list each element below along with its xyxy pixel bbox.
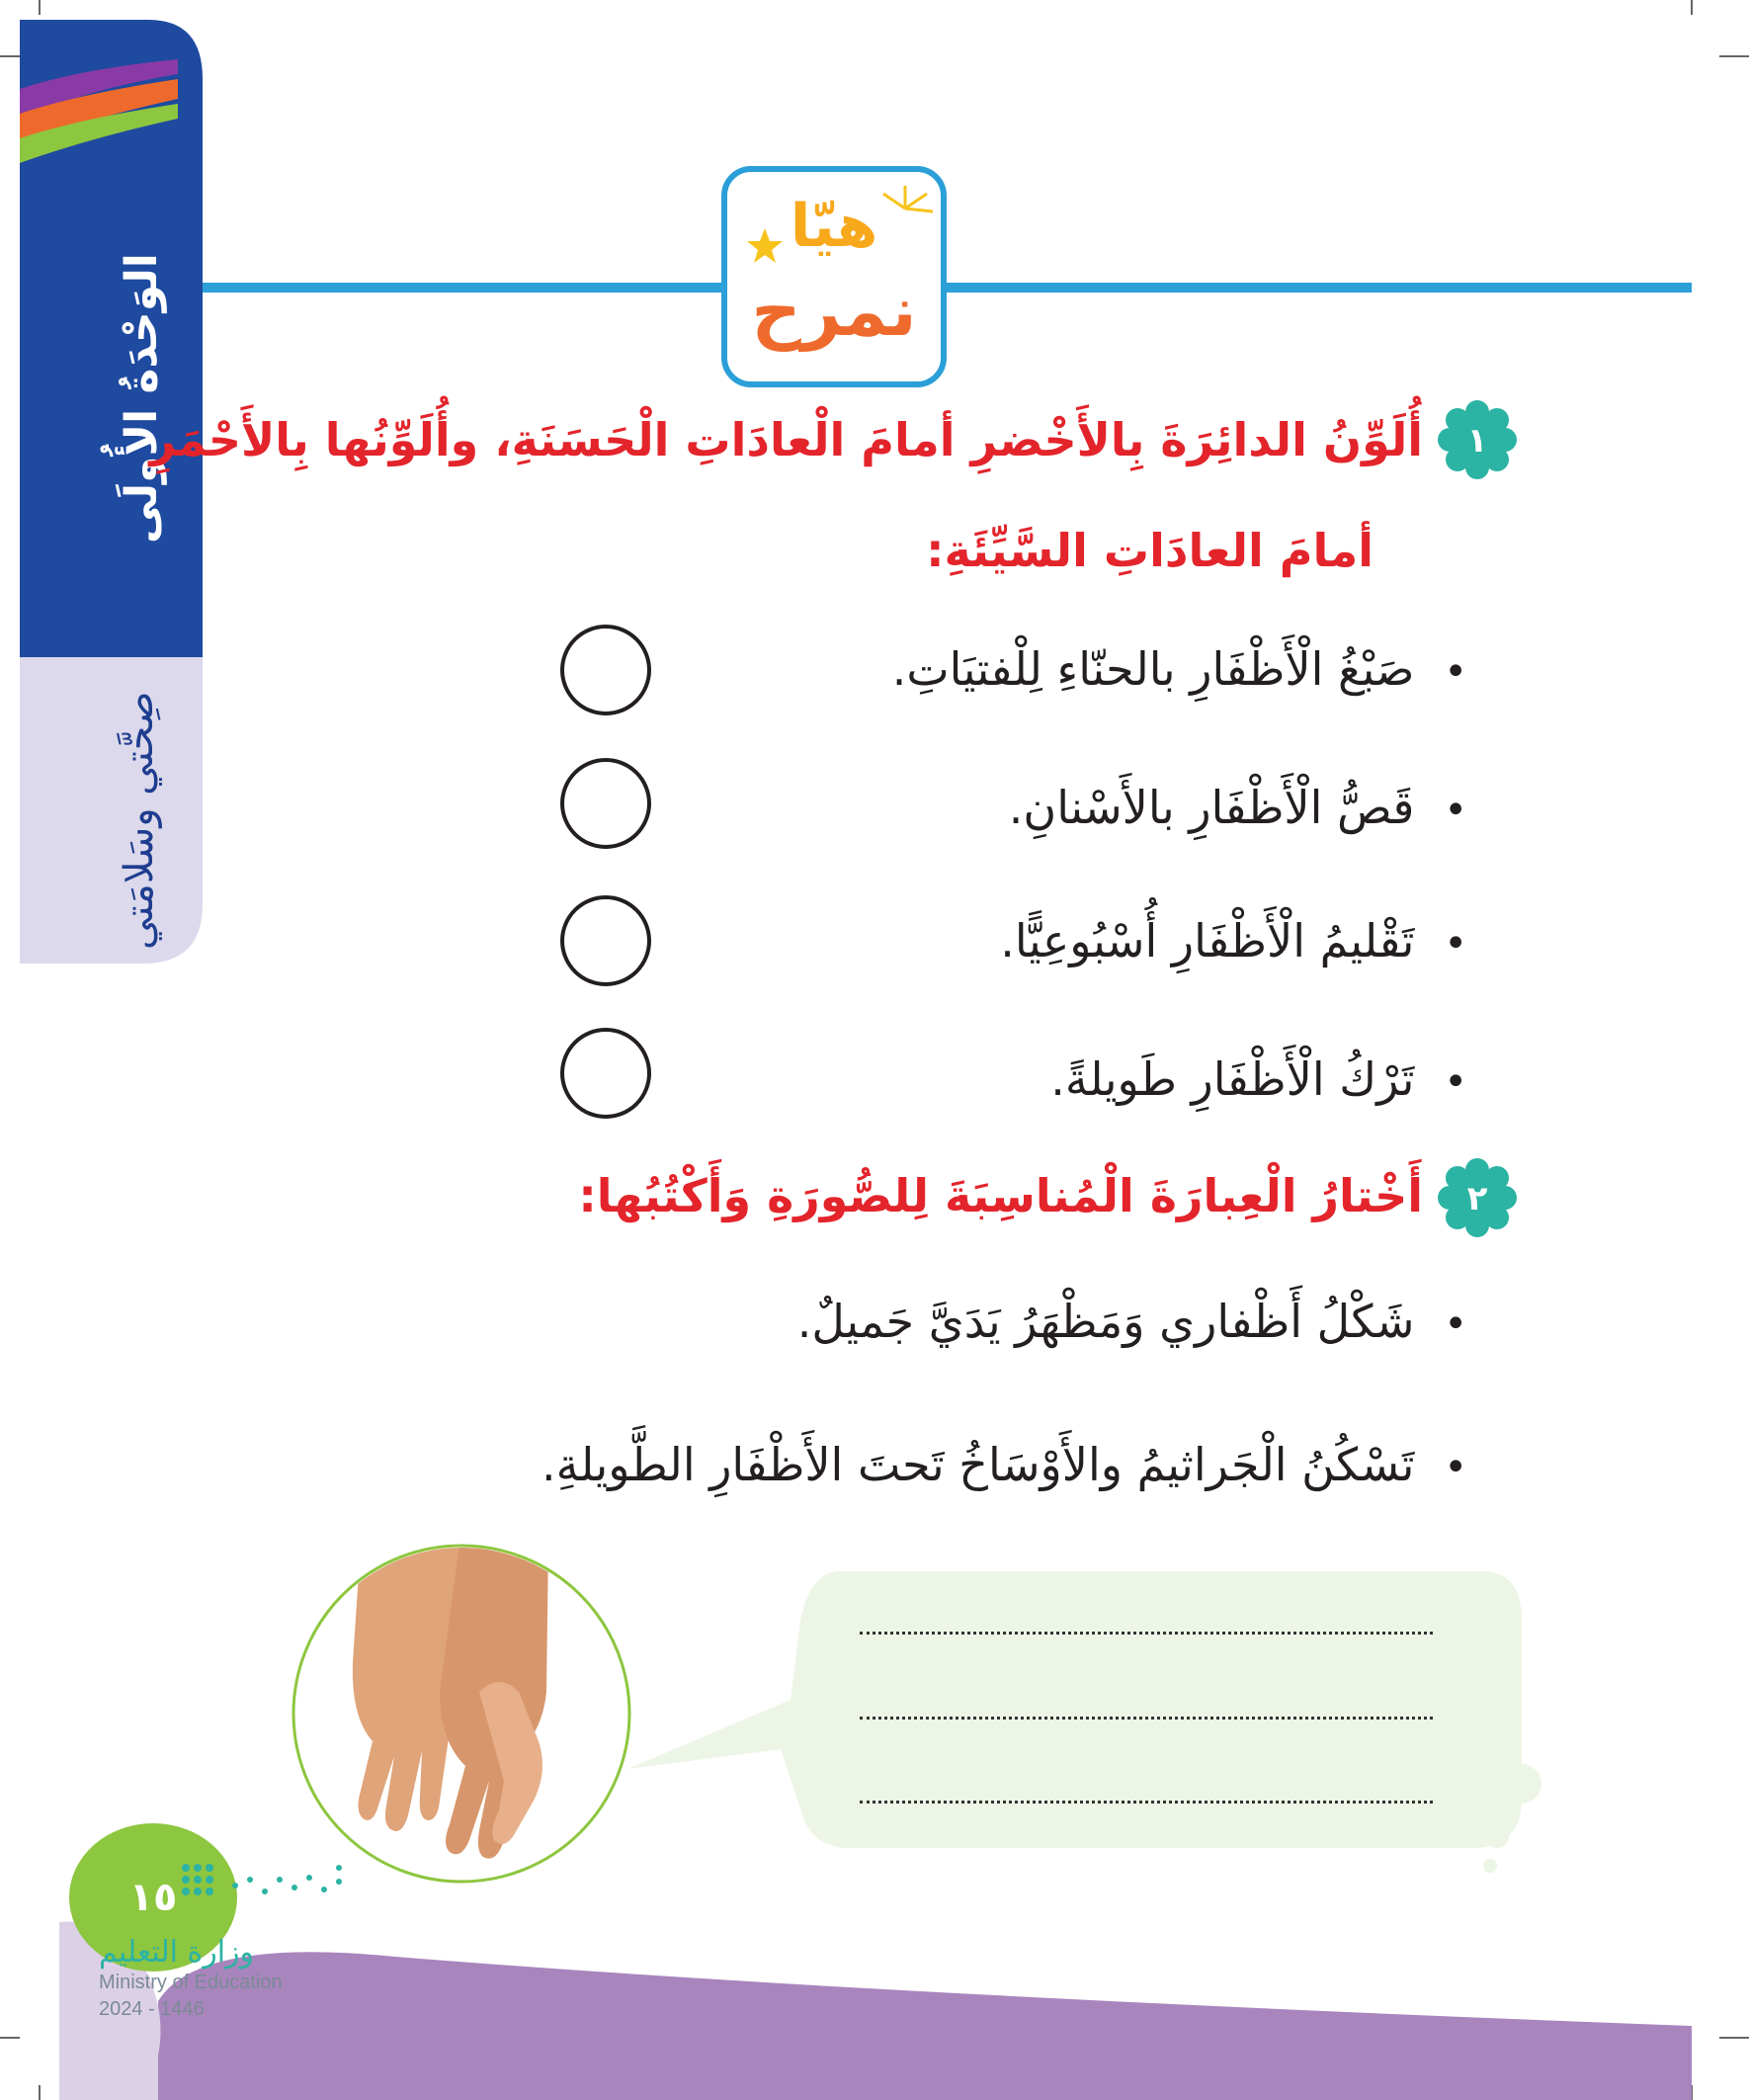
unit-sidebar (20, 20, 203, 964)
hands-photo (292, 1544, 632, 1885)
ministry-dots-logo (176, 1858, 349, 1912)
lets-play-logo (721, 166, 947, 387)
q2-option-1: • شَكْلُ أَظْفاري وَمَظْهَرُ يَدَيَّ جَميلٌ. (797, 1295, 1467, 1348)
q1-item-1: • صَبْغُ الْأَظْفَارِ بالحنّاءِ لِلْفتيَاتِ. (892, 642, 1467, 696)
question-1-number: ١ (1466, 421, 1488, 461)
q1-item-4: • تَرْكُ الْأَظْفَارِ طَويلةً. (1050, 1052, 1467, 1106)
chapter-title: صِحَّتي وسَلامَتي (117, 691, 162, 950)
answer-speech-bubble (613, 1561, 1601, 1897)
page-number: ١٥ (69, 1823, 237, 1972)
answer-line-1[interactable] (860, 1632, 1433, 1635)
header-rule (203, 283, 1692, 293)
question-2-number: ٢ (1466, 1179, 1488, 1218)
q1-item-3: • تَقْليمُ الْأَظْفَارِ أُسْبُوعِيًّا. (1000, 914, 1467, 967)
unit-title: الوَحْدَةُ الأُولَى (117, 253, 167, 544)
ministry-name-en: Ministry of Education (99, 1972, 283, 1993)
q1-answer-circle-1[interactable] (560, 625, 651, 715)
q1-answer-circle-3[interactable] (560, 895, 651, 986)
ministry-name-ar: وزارة التعليم (99, 1935, 255, 1970)
q2-option-2: • تَسْكُنُ الْجَراثيمُ والأَوْسَاخُ تَحتَ الأَظْفَارِ الطَّويلةِ. (541, 1438, 1467, 1491)
question-1-badge (1438, 400, 1517, 479)
answer-line-3[interactable] (860, 1801, 1433, 1804)
logo-word-1: هيّا (790, 192, 878, 261)
question-1-instruction: أُلَوِّنُ الدائِرَةَ بِالأَخْضرِ أمامَ الْعادَاتِ الْحَسَنَةِ، وأُلَوِّنُها بِالأَحْمَرِ (149, 413, 1423, 466)
question-1-instruction-cont: أمامَ العادَاتِ السَّيِّئَةِ: (926, 524, 1374, 577)
q1-answer-circle-4[interactable] (560, 1028, 651, 1119)
q1-answer-circle-2[interactable] (560, 758, 651, 849)
q1-item-2: • قَصُّ الْأَظْفَارِ بالأَسْنانِ. (1009, 781, 1467, 834)
logo-word-2: نمرح (751, 271, 917, 352)
edition-year: 2024 - 1446 (99, 1998, 205, 2020)
question-2-badge (1438, 1158, 1517, 1237)
answer-line-2[interactable] (860, 1717, 1433, 1720)
question-2-instruction: أَخْتارُ الْعِبارَةَ الْمُناسِبَةَ لِلصُّورَةِ وَأَكْتُبُها: (578, 1169, 1423, 1222)
